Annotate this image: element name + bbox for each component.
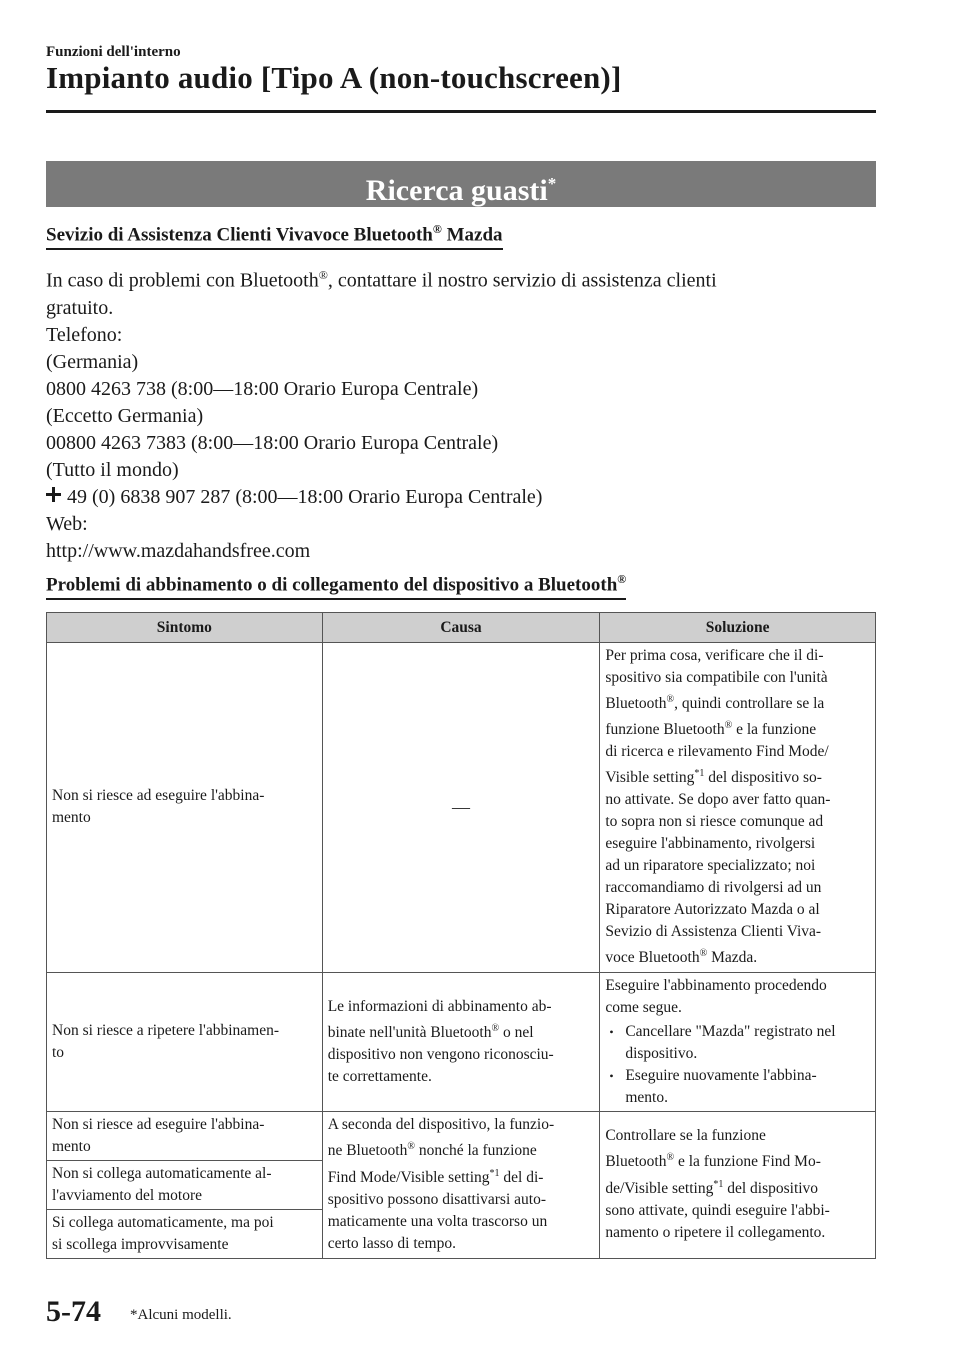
table-row: [47, 643, 876, 973]
symptom-cell: Non si collega automaticamente al- l'avviamento del motore: [47, 1160, 323, 1209]
column-header-solution: Soluzione: [600, 613, 876, 643]
service-heading-text: Sevizio di Assistenza Clienti Vivavoce Bluetooth: [46, 224, 433, 246]
reg-mark: ®: [666, 1152, 675, 1164]
table-header-row: [47, 613, 876, 643]
solution-text: del dispositivo so- no attivate. Se dopo aver fatto quan- to sopra non si riesce comunque ad eseguire l'abbinamento, rivolgersi ad un riparatore specializzato; noi raccomandiamo di rivolgersi ad un Riparatore Autorizzato Mazda o al Sevizio di Assistenza Clienti Viva- voce Bluetooth: [605, 769, 831, 967]
list-item: • Cancellare "Mazda" registrato nel dispositivo.: [625, 1021, 870, 1065]
section-banner: [46, 161, 876, 207]
reg-mark: ®: [724, 720, 733, 732]
solution-text: Mazda.: [707, 949, 758, 967]
header-rule: [46, 110, 876, 113]
intro-text-b: , contattare il nostro servizio di assistenza clienti: [327, 269, 717, 292]
germany-label: (Germania): [46, 350, 139, 373]
solution-text: e la funzione Find Mo- de/Visible setting: [605, 1153, 821, 1197]
page-number: 5-74: [46, 1295, 101, 1328]
solution-cell: [600, 972, 876, 1111]
banner-asterisk: *: [547, 174, 557, 193]
intro-line-2: gratuito.: [46, 296, 114, 319]
list-item: • Eseguire nuovamente l'abbina- mento.: [625, 1065, 870, 1109]
reg-mark: ®: [491, 1022, 500, 1034]
reg-mark: ®: [666, 694, 675, 705]
web-url: http://www.mazdahandsfree.com: [46, 539, 311, 562]
solution-cell: [600, 1111, 876, 1258]
table-row: [47, 972, 876, 1111]
except-germany-number: 00800 4263 7383 (8:00―18:00 Orario Europa Centrale): [46, 431, 499, 454]
reg-mark: ®: [699, 948, 708, 960]
solution-text: del dispositivo sono attivate, quindi eseguire l'abbi- namento o ripetere il collegamento.: [605, 1179, 830, 1241]
reg-mark: ®: [407, 1141, 415, 1153]
table-row: [47, 1111, 876, 1160]
intro-text-a: In caso di problemi con Bluetooth: [46, 269, 319, 292]
symptom-cell: Non si riesce ad eseguire l'abbina- mento: [47, 1111, 323, 1160]
cause-text: del di- spositivo possono disattivarsi auto- maticamente una volta trascorso un certo lasso di tempo.: [327, 1168, 548, 1252]
column-header-cause: Causa: [322, 613, 600, 643]
footnote-ref: *1: [489, 1167, 500, 1179]
cause-cell: ―: [322, 643, 600, 973]
cause-cell: [322, 1111, 600, 1258]
solution-intro: Eseguire l'abbinamento procedendo come segue.: [605, 976, 827, 1016]
cause-text: Le informazioni di abbinamento ab- binate nell'unità Bluetooth: [327, 997, 552, 1041]
page-title: Impianto audio [Tipo A (non-touchscreen)]: [46, 60, 622, 95]
intro-line-1: [46, 262, 876, 295]
footnote-ref: *1: [713, 1178, 724, 1190]
reg-mark: ®: [617, 572, 627, 586]
cause-text: A seconda del dispositivo, la funzio- ne Bluetooth: [327, 1116, 555, 1160]
cause-cell: [322, 972, 600, 1111]
service-heading-tail: Mazda: [441, 224, 503, 246]
world-label: (Tutto il mondo): [46, 458, 179, 481]
column-header-symptom: Sintomo: [47, 613, 323, 643]
pairing-heading: [46, 572, 626, 600]
troubleshooting-table: [46, 612, 876, 1259]
solution-steps: [605, 1021, 870, 1109]
solution-text: Per prima cosa, verificare che il di- spositivo sia compatibile con l'unità Bluetooth: [605, 647, 828, 713]
banner-title: Ricerca guasti: [365, 174, 548, 207]
symptom-cell: Si collega automaticamente, ma poi si scollega improvvisamente: [47, 1209, 323, 1258]
solution-text: , quindi controllare se la funzione Bluetooth: [605, 695, 825, 739]
footnote-ref: *1: [694, 768, 705, 780]
except-germany-label: (Eccetto Germania): [46, 404, 204, 427]
symptom-cell: Non si riesce a ripetere l'abbinamen- to: [47, 972, 323, 1111]
plus-icon: [46, 487, 61, 502]
world-number: 49 (0) 6838 907 287 (8:00―18:00 Orario Europa Centrale): [67, 485, 543, 508]
web-label: Web:: [46, 512, 88, 535]
footnote: *Alcuni modelli.: [130, 1307, 232, 1323]
world-number-line: [46, 484, 876, 511]
reg-mark: ®: [432, 222, 442, 236]
section-label: Funzioni dell'interno: [46, 44, 181, 60]
service-body: [46, 262, 876, 565]
solution-text: e la funzione di ricerca e rilevamento Find Mode/ Visible setting: [605, 721, 829, 787]
solution-cell: [600, 643, 876, 973]
symptom-cell: Non si riesce ad eseguire l'abbina- mento: [47, 643, 323, 973]
service-heading: [46, 222, 503, 250]
solution-text: Controllare se la funzione Bluetooth: [605, 1127, 766, 1171]
cause-text: o nel dispositivo non vengono riconosciu- te correttamente.: [327, 1023, 554, 1085]
phone-label: Telefono:: [46, 323, 123, 346]
pairing-heading-text: Problemi di abbinamento o di collegamento del dispositivo a Bluetooth: [46, 574, 618, 596]
reg-mark: ®: [318, 268, 328, 282]
germany-number: 0800 4263 738 (8:00―18:00 Orario Europa Centrale): [46, 377, 479, 400]
cause-text: nonché la funzione Find Mode/Visible setting: [327, 1142, 537, 1186]
